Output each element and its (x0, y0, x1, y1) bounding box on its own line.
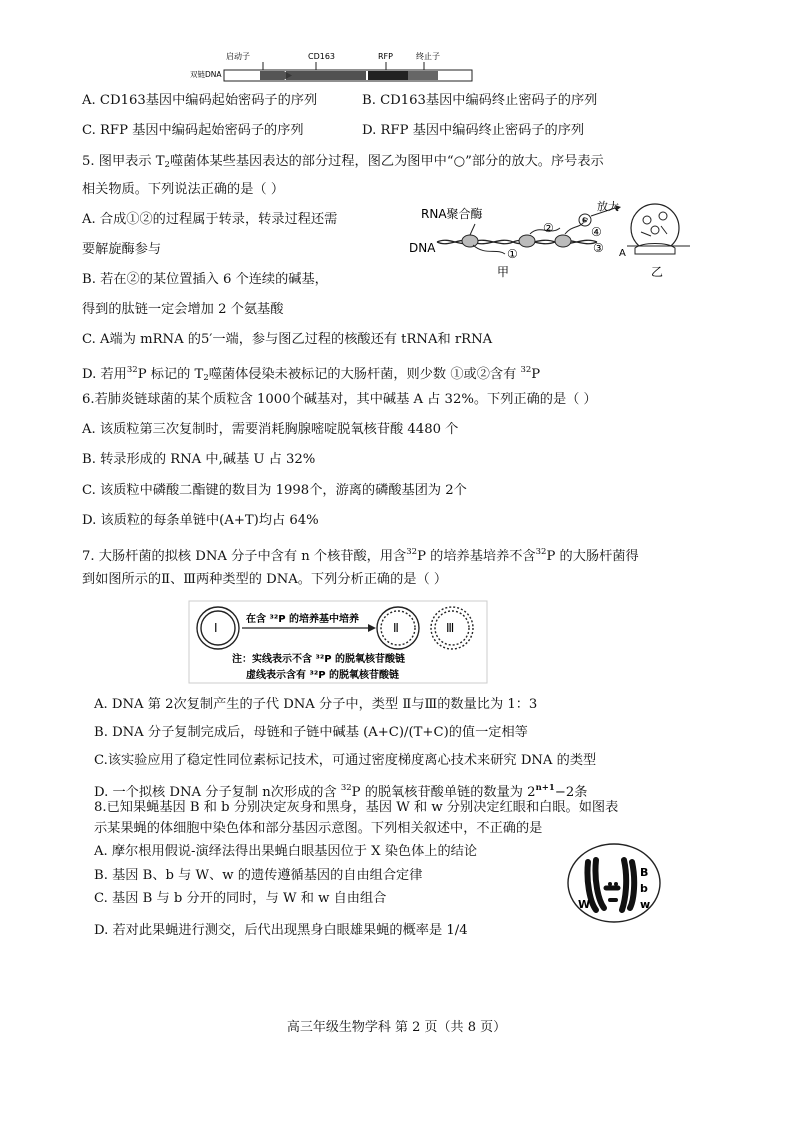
note-solid-line: 注：实线表示不含 ³²P 的脱氧核苷酸链 (232, 654, 406, 665)
terminator-label: 终止子 (416, 52, 440, 61)
gene-b-label: b (640, 882, 648, 895)
gene-B-label: B (640, 866, 649, 879)
label-a: A (619, 248, 626, 259)
label-5: ⑤ (581, 214, 591, 227)
q6-option-a: A. 该质粒第三次复制时，需要消耗胸腺嘧啶脱氧核苷酸 4480 个 (82, 422, 459, 437)
enlarge-label: 放大 (597, 200, 619, 213)
q5-option-c: C. A端为 mRNA 的5′一端，参与图乙过程的核酸还有 tRNA和 rRNA (82, 332, 493, 347)
q8-option-c: C. 基因 B 与 b 分开的同时，与 W 和 w 自由组合 (94, 891, 387, 906)
label-2: ② (543, 221, 554, 235)
q5-option-a-2: 要解旋酶参与 (82, 242, 162, 257)
q5-option-a-1: A. 合成①②的过程属于转录，转录过程还需 (82, 212, 338, 227)
q7-option-a: A. DNA 第 2次复制产生的子代 DNA 分子中，类型 Ⅱ与Ⅲ的数量比为 1：3 (94, 697, 538, 712)
dna-label-q5: DNA (409, 241, 436, 255)
cd163-label: CD163 (308, 52, 336, 61)
page-footer: 高三年级生物学科 第 2 页（共 8 页） (286, 1020, 507, 1035)
gene-W-label: W (578, 898, 591, 911)
arrow-text: 在含 ³²P 的培养基中培养 (246, 614, 360, 625)
label-jia: 甲 (497, 265, 510, 279)
q6-option-d: D. 该质粒的每条单链中(A+T)均占 64% (82, 513, 319, 528)
q8-stem-line1: 8.已知果蝇基因 B 和 b 分别决定灰身和黑身，基因 W 和 w 分别决定红眼和白眼。如图表 (94, 800, 619, 815)
note-dashed-line: 虚线表示含有 ³²P 的脱氧核苷酸链 (246, 670, 400, 681)
q7-stem-line1: 7. 大肠杆菌的拟核 DNA 分子中含有 n 个核苷酸，用含$^{32}$P 的培养基培养不含$^{32}$P 的大肠杆菌得 (82, 547, 639, 564)
dna-replication-figure (188, 600, 488, 684)
rfp-label: RFP (378, 52, 393, 61)
q7-stem-line2: 到如图所示的Ⅱ、Ⅲ两种类型的 DNA。下列分析正确的是（ ） (82, 572, 448, 587)
label-1: ① (507, 247, 518, 261)
promoter-label: 启动子 (226, 52, 250, 61)
q4-option-b: B. CD163基因中编码终止密码子的序列 (362, 93, 598, 108)
gene-w-label: w (640, 898, 651, 911)
q5-stem-line2: 相关物质。下列说法正确的是（ ） (82, 182, 285, 197)
q8-option-d: D. 若对此果蝇进行测交，后代出现黑身白眼雄果蝇的概率是 1/4 (94, 923, 468, 938)
q5-stem-line1: 5. 图甲表示 $T_2$噬菌体某些基因表达的部分过程，图乙为图甲中“○”部分的放大。序号表示 (82, 154, 604, 170)
type-1-label: Ⅰ (214, 621, 218, 635)
q7-option-d: D. 一个拟核 DNA 分子复制 n次形成的含 $^{32}$P 的脱氧核苷酸单链的数量为 $2^{n+1}-2$条 (94, 783, 588, 800)
rna-polymerase-label: RNA聚合酶 (421, 207, 483, 221)
q7-option-c: C.该实验应用了稳定性同位素标记技术，可通过密度梯度离心技术来研究 DNA 的类型 (94, 753, 597, 768)
q5-option-d: D. 若用$^{32}$P 标记的 $T_2$噬菌体侵染未被标记的大肠杆菌，则少数 ①或②含有 $^{32}$P (82, 365, 541, 383)
type-2-label: Ⅱ (393, 621, 399, 635)
q8-option-a: A. 摩尔根用假说-演绎法得出果蝇白眼基因位于 X 染色体上的结论 (94, 844, 478, 859)
q7-option-b: B. DNA 分子复制完成后，母链和子链中碱基 (A+C)/(T+C)的值一定相等 (94, 725, 528, 740)
q6-stem: 6.若肺炎链球菌的某个质粒含 1000个碱基对，其中碱基 A 占 32%。下列正确的是（ ） (82, 392, 597, 407)
q4-option-d: D. RFP 基因中编码终止密码子的序列 (362, 123, 585, 138)
q8-option-b: B. 基因 B、b 与 W、w 的遗传遵循基因的自由组合定律 (94, 868, 423, 883)
dna-label: 双链DNA (190, 70, 222, 79)
fruit-fly-chromosome-figure (566, 842, 662, 924)
q5-option-b-1: B. 若在②的某位置插入 6 个连续的碱基， (82, 272, 328, 287)
type-3-label: Ⅲ (446, 621, 455, 635)
q6-option-b: B. 转录形成的 RNA 中,碱基 U 占 32% (82, 452, 316, 467)
label-3: ③ (593, 241, 604, 255)
label-yi: 乙 (651, 265, 664, 279)
q8-stem-line2: 示某果蝇的体细胞中染色体和部分基因示意图。下列相关叙述中，不正确的是 (94, 821, 543, 836)
q5-option-b-2: 得到的肽链一定会增加 2 个氨基酸 (82, 302, 284, 317)
q6-option-c: C. 该质粒中磷酸二酯键的数目为 1998个，游离的磷酸基团为 2个 (82, 483, 467, 498)
transcription-translation-figure (405, 196, 700, 280)
q4-option-c: C. RFP 基因中编码起始密码子的序列 (82, 123, 304, 138)
label-4: ④ (591, 225, 602, 239)
gene-construct-figure (190, 49, 480, 91)
q4-option-a: A. CD163基因中编码起始密码子的序列 (82, 93, 318, 108)
